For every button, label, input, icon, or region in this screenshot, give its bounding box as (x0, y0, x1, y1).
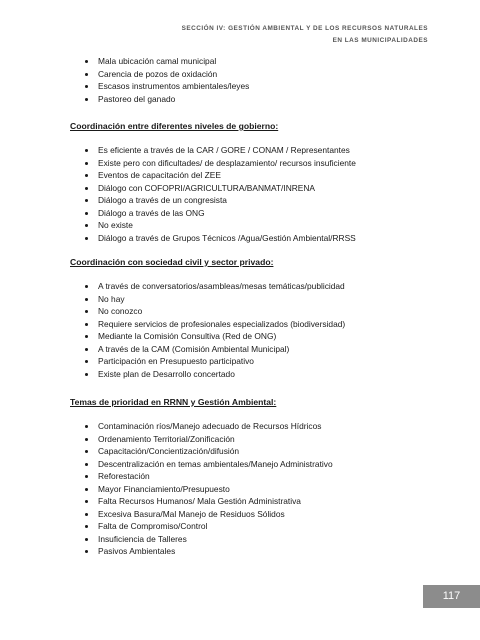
list-item (70, 280, 440, 293)
list-item-text: Diálogo con COFOPRI/AGRICULTURA/BANMAT/INRENA (98, 182, 316, 193)
list-item (70, 169, 440, 182)
bullet-icon (85, 450, 88, 453)
bullet-icon (85, 237, 88, 240)
list-item-text: Diálogo a través de las ONG (98, 207, 205, 218)
list-item-text: A través de la CAM (Comisión Ambiental Municipal) (98, 343, 290, 354)
bullet-icon (85, 199, 88, 202)
list-item-text: Participación en Presupuesto participativo (98, 356, 254, 367)
list-item (70, 545, 440, 558)
bullet-icon (85, 187, 88, 190)
list-item-text: Pastoreo del ganado (98, 93, 176, 104)
running-header (182, 23, 428, 47)
list-item (70, 445, 440, 458)
list-item-text: Mala ubicación camal municipal (98, 56, 217, 66)
list-item-text: A través de conversatorios/asambleas/mesas temáticas/publicidad (98, 281, 345, 291)
bullet-list (70, 55, 440, 105)
bullet-icon (85, 298, 88, 301)
bullet-icon (85, 335, 88, 338)
list-item (70, 232, 440, 245)
list-item (70, 305, 440, 318)
list-item (70, 458, 440, 471)
bullet-icon (85, 323, 88, 326)
bullet-icon (85, 224, 88, 227)
bullet-icon (85, 425, 88, 428)
bullet-icon (85, 285, 88, 288)
list-item-text: No hay (98, 293, 125, 304)
section-coordinacion-gobierno (70, 120, 440, 244)
list-item (70, 495, 440, 508)
list-item (70, 293, 440, 306)
bullet-icon (85, 174, 88, 177)
list-item (70, 157, 440, 170)
header-line-2: EN LAS MUNICIPALIDADES (332, 37, 428, 44)
bullet-icon (85, 162, 88, 165)
bullet-icon (85, 513, 88, 516)
list-item-text: Diálogo a través de Grupos Técnicos /Agua/Gestión Ambiental/RRSS (98, 232, 356, 243)
page-number: 117 (442, 590, 461, 602)
list-item-text: Mediante la Comisión Consultiva (Red de ONG) (98, 331, 277, 342)
list-item (70, 194, 440, 207)
bullet-icon (85, 373, 88, 376)
bullet-icon (85, 85, 88, 88)
list-item (70, 207, 440, 220)
list-item-text: Carencia de pozos de oxidación (98, 68, 218, 79)
list-item (70, 68, 440, 81)
list-item-text: Eventos de capacitación del ZEE (98, 170, 221, 181)
bullet-icon (85, 475, 88, 478)
bullet-icon (85, 463, 88, 466)
list-item-text: Es eficiente a través de la CAR / GORE / CONAM / Representantes (98, 145, 350, 155)
bullet-icon (85, 438, 88, 441)
list-item-text: Diálogo a través de un congresista (98, 195, 227, 206)
list-item-text: Escasos instrumentos ambientales/leyes (98, 81, 250, 92)
page-number-badge (423, 585, 480, 608)
bullet-icon (85, 98, 88, 101)
section-heading: Temas de prioridad en RRNN y Gestión Ambiental: (70, 397, 277, 407)
bullet-icon (85, 525, 88, 528)
list-item-text: Falta Recursos Humanos/ Mala Gestión Administrativa (98, 496, 301, 507)
list-item (70, 355, 440, 368)
header-line-1: SECCIÓN IV: GESTIÓN AMBIENTAL Y DE LOS RECURSOS NATURALES (181, 25, 428, 32)
section-heading: Coordinación entre diferentes niveles de gobierno: (70, 121, 279, 131)
list-item (70, 318, 440, 331)
list-item (70, 533, 440, 546)
bullet-list (70, 144, 440, 244)
bullet-icon (85, 538, 88, 541)
list-item-text: Descentralización en temas ambientales/Manejo Administrativo (98, 458, 333, 469)
list-item (70, 55, 440, 68)
list-item-text: Requiere servicios de profesionales especializados (biodiversidad) (98, 318, 346, 329)
section-temas-prioridad (70, 396, 440, 558)
list-item-text: No existe (98, 220, 133, 231)
list-item-text: Falta de Compromiso/Control (98, 521, 208, 532)
list-item-text: Ordenamiento Territorial/Zonificación (98, 433, 235, 444)
list-item-text: Mayor Financiamiento/Presupuesto (98, 483, 230, 494)
list-item (70, 80, 440, 93)
bullet-icon (85, 73, 88, 76)
list-item-text: Capacitación/Concientización/difusión (98, 446, 240, 457)
list-item-text: Pasivos Ambientales (98, 546, 176, 557)
bullet-list (70, 280, 440, 380)
list-item (70, 144, 440, 157)
bullet-icon (85, 348, 88, 351)
list-item (70, 343, 440, 356)
list-item (70, 483, 440, 496)
section-heading: Coordinación con sociedad civil y sector privado: (70, 257, 274, 267)
continued-list (70, 55, 440, 105)
list-item-text: Existe plan de Desarrollo concertado (98, 368, 235, 379)
bullet-icon (85, 488, 88, 491)
bullet-icon (85, 212, 88, 215)
list-item (70, 219, 440, 232)
list-item (70, 330, 440, 343)
list-item-text: Existe pero con dificultades/ de desplazamiento/ recursos insuficiente (98, 157, 356, 168)
bullet-list (70, 420, 440, 558)
bullet-icon (85, 360, 88, 363)
list-item (70, 93, 440, 106)
list-item-text: Excesiva Basura/Mal Manejo de Residuos Sólidos (98, 508, 285, 519)
list-item-text: Contaminación ríos/Manejo adecuado de Recursos Hídricos (98, 421, 322, 431)
list-item (70, 368, 440, 381)
section-coordinacion-sociedad (70, 256, 440, 380)
list-item-text: Reforestación (98, 471, 150, 482)
list-item-text: Insuficiencia de Talleres (98, 533, 187, 544)
list-item (70, 420, 440, 433)
list-item-text: No conozco (98, 306, 143, 317)
bullet-icon (85, 550, 88, 553)
bullet-icon (85, 60, 88, 63)
list-item (70, 508, 440, 521)
bullet-icon (85, 310, 88, 313)
list-item (70, 520, 440, 533)
bullet-icon (85, 500, 88, 503)
bullet-icon (85, 149, 88, 152)
list-item (70, 470, 440, 483)
list-item (70, 182, 440, 195)
list-item (70, 433, 440, 446)
